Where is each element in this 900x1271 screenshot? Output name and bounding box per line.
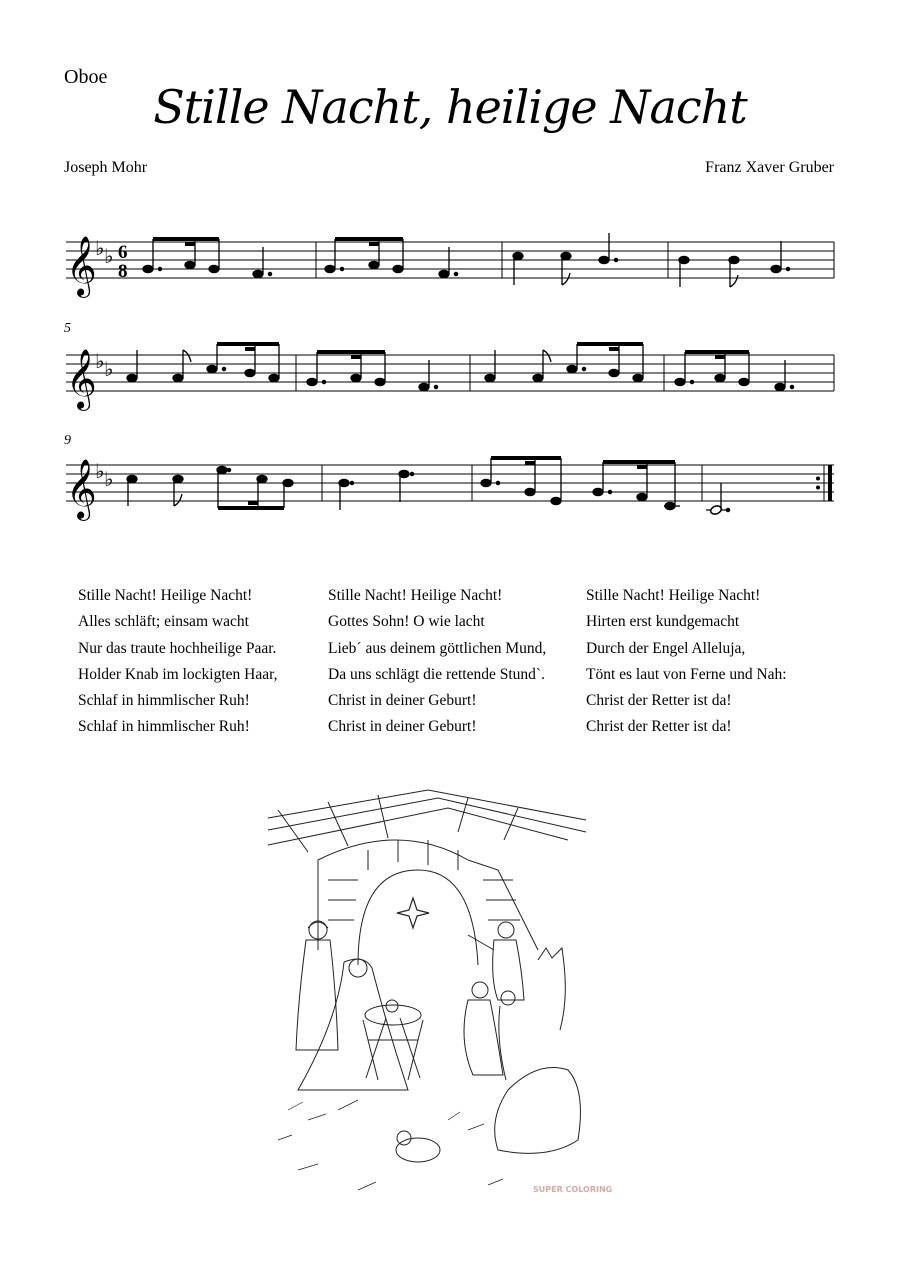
lyric-line: Holder Knab im lockigten Haar, [78, 665, 278, 683]
shepherd-figure [468, 922, 524, 1000]
lyricist: Joseph Mohr [64, 159, 148, 176]
flat-icon: ♭ [104, 359, 114, 381]
measure-number: 9 [64, 433, 71, 448]
watermark: SUPER COLORING [533, 1185, 613, 1194]
treble-clef-icon [66, 236, 97, 298]
lyric-line: Da uns schlägt die rettende Stund`. [328, 665, 545, 683]
lyric-line: Schlaf in himmlischer Ruh! [78, 718, 250, 736]
lyric-line: Christ der Retter ist da! [586, 692, 732, 710]
flat-icon: ♭ [95, 461, 105, 483]
treble-clef-icon [66, 349, 97, 411]
ox [495, 1068, 581, 1154]
kneeling-shepherds [464, 982, 515, 1080]
joseph-figure [296, 921, 338, 1050]
staff-system-3 [0, 448, 900, 523]
manger [363, 1000, 423, 1080]
lyric-line: Hirten erst kundgemacht [586, 613, 740, 631]
lyrics-verse-2 [328, 583, 546, 741]
svg-text:𝄞: 𝄞 [66, 349, 97, 409]
lyrics-verse-1 [78, 583, 278, 741]
flat-icon: ♭ [95, 351, 105, 373]
page-title: Stille Nacht, heilige Nacht [153, 80, 747, 134]
measure-6 [307, 352, 438, 391]
flat-icon: ♭ [95, 238, 105, 260]
measure-11 [481, 458, 680, 510]
measure-10 [339, 470, 414, 510]
measure-9 [127, 466, 293, 508]
lyric-line: Christ in deiner Geburt! [328, 718, 477, 736]
lyric-line: Durch der Engel Alleluja, [586, 639, 746, 657]
measure-8 [675, 352, 794, 391]
composer: Franz Xaver Gruber [705, 159, 834, 176]
measure-7 [485, 344, 643, 382]
treble-clef-icon [66, 459, 97, 521]
lyric-line: Tönt es laut von Ferne und Nah: [586, 665, 787, 683]
lyric-line: Lieb´ aus deinem göttlichen Mund, [328, 639, 547, 657]
star-icon [397, 898, 429, 928]
lyric-line: Schlaf in himmlischer Ruh! [78, 692, 250, 710]
staff-system-1 [0, 225, 900, 295]
measure-1 [143, 239, 272, 278]
time-sig-top: 6 [118, 242, 128, 263]
measure-2 [325, 239, 458, 278]
instrument-name: Oboe [64, 66, 108, 88]
measure-number: 5 [64, 321, 71, 336]
flat-icon: ♭ [104, 246, 114, 268]
lyric-line: Stille Nacht! Heilige Nacht! [586, 587, 761, 604]
hay [278, 1100, 503, 1190]
lyric-line: Christ in deiner Geburt! [328, 692, 477, 710]
lyrics-verse-3 [586, 583, 787, 741]
lyric-line: Nur das traute hochheilige Paar. [78, 639, 277, 657]
lyric-line: Stille Nacht! Heilige Nacht! [78, 587, 253, 604]
donkey [538, 948, 565, 1030]
lyric-line: Stille Nacht! Heilige Nacht! [328, 587, 503, 604]
lyric-line: Gottes Sohn! O wie lacht [328, 613, 485, 631]
flat-icon: ♭ [104, 469, 114, 491]
stone-arch [318, 840, 538, 965]
svg-text:𝄞: 𝄞 [66, 459, 97, 519]
nativity-scene-drawing [268, 790, 613, 1208]
time-sig-bottom: 8 [118, 261, 128, 282]
measure-12 [706, 483, 730, 515]
svg-text:𝄞: 𝄞 [66, 236, 97, 296]
lamb [396, 1131, 440, 1162]
measure-5 [127, 344, 279, 382]
staff-system-2 [0, 338, 900, 408]
lyric-line: Christ der Retter ist da! [586, 718, 732, 736]
measure-4 [679, 241, 790, 287]
lyric-line: Alles schläft; einsam wacht [78, 613, 249, 631]
roof-beams [268, 790, 586, 852]
measure-3 [513, 233, 618, 285]
